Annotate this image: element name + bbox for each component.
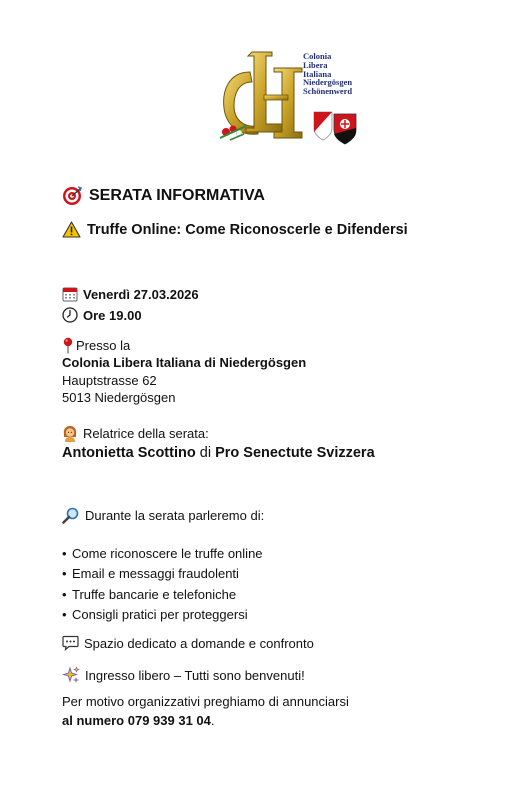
location-city: 5013 Niedergösgen — [62, 390, 176, 405]
speaker-label — [62, 425, 209, 442]
logo-line: Libera — [303, 59, 328, 70]
entry-line — [62, 666, 305, 684]
list-item: • Truffe bancarie e telefoniche — [62, 586, 237, 602]
speaker-org: Pro Senectute Svizzera — [215, 445, 375, 461]
location-intro — [62, 337, 130, 354]
registration-text: Per motivo organizzativi preghiamo di annunciarsi — [62, 694, 349, 709]
phone-number: al numero 079 939 31 04 — [62, 713, 211, 728]
location-street: Hauptstrasse 62 — [62, 373, 157, 388]
event-subtitle — [62, 221, 408, 238]
date-text: Venerdì 27.03.2026 — [83, 286, 199, 302]
sparkles-icon — [62, 666, 80, 684]
qa-line — [62, 635, 314, 651]
topics-list — [62, 546, 263, 627]
logo-line: Italiana — [303, 68, 332, 79]
topics-intro — [62, 507, 264, 524]
event-time — [62, 307, 142, 323]
qa-text: Spazio dedicato a domande e confronto — [84, 635, 314, 651]
speaker-name: Antonietta Scottino — [62, 445, 196, 461]
location-name: Colonia Libera Italiana di Niedergösgen — [62, 355, 307, 370]
entry-text: Ingresso libero – Tutti sono benvenuti! — [85, 667, 305, 683]
calendar-icon — [62, 286, 78, 302]
speaker-label-text: Relatrice della serata: — [83, 426, 209, 441]
title-text: SERATA INFORMATIVA — [89, 187, 265, 204]
speaker-line — [62, 445, 375, 461]
magnifier-icon — [62, 507, 79, 524]
target-icon — [62, 186, 82, 206]
speech-bubble-icon — [62, 635, 79, 651]
time-text: Ore 19.00 — [83, 307, 142, 323]
list-item: • Email e messaggi fraudolenti — [62, 566, 239, 582]
warning-icon — [62, 221, 81, 238]
pin-icon — [62, 337, 74, 354]
speaker-connector: di — [199, 445, 212, 461]
list-item: • Come riconoscere le truffe online — [62, 546, 263, 561]
logo-line: Niedergösgen — [303, 77, 353, 88]
woman-icon — [62, 425, 78, 442]
subtitle-text: Truffe Online: Come Riconoscerle e Difendersi — [87, 221, 408, 238]
logo-line: Colonia — [303, 51, 332, 61]
topics-intro-text: Durante la serata parleremo di: — [85, 508, 265, 523]
location-intro-text: Presso la — [76, 338, 131, 353]
event-title — [62, 186, 265, 206]
registration-end: . — [210, 713, 215, 728]
list-item: • Consigli pratici per proteggersi — [62, 606, 248, 622]
event-date — [62, 286, 199, 302]
clock-icon — [62, 307, 78, 323]
registration-number-line — [62, 713, 215, 728]
logo-line: Schönenwerd — [303, 86, 353, 97]
logo-text — [303, 52, 378, 96]
